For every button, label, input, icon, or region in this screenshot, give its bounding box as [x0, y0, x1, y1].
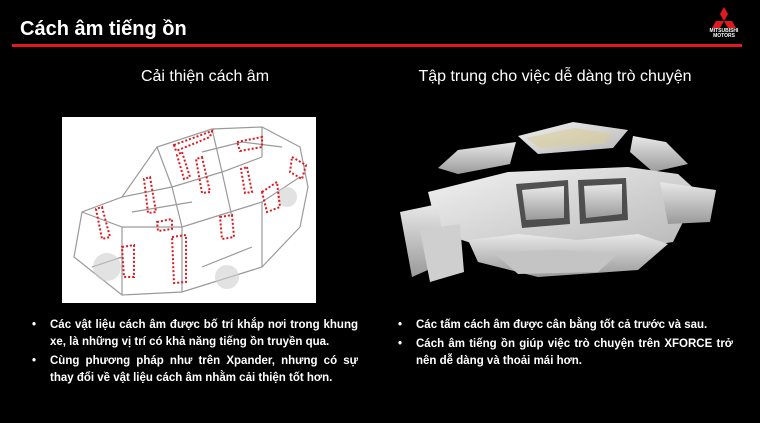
list-item: • Cùng phương pháp như trên Xpander, nhưng có sự thay đổi về vật liệu cách âm nhằm cải thiện tốt hơn.: [22, 353, 358, 387]
slide-title: Cách âm tiếng ồn: [20, 18, 187, 40]
list-item: • Các vật liệu cách âm được bố trí khắp nơi trong khung xe, là những vị trí có khả năng tiếng ồn truyền qua.: [22, 317, 358, 351]
list-item: • Cách âm tiếng ồn giúp việc trò chuyện trên XFORCE trở nên dễ dàng và thoải mái hơn.: [388, 336, 733, 370]
car-frame-image: [62, 117, 316, 303]
left-bullet-list: [22, 317, 358, 389]
header-red-line: [12, 44, 742, 47]
insulation-panels-icon: [398, 112, 730, 290]
list-item: • Các tấm cách âm được cân bằng tốt cả trước và sau.: [388, 317, 733, 334]
right-heading: Tập trung cho việc dễ dàng trò chuyện: [418, 68, 692, 85]
right-bullet-list: [388, 317, 733, 372]
insulation-panels-image: [398, 112, 730, 290]
left-heading: Cải thiện cách âm: [140, 68, 270, 85]
car-body-frame-icon: [62, 117, 316, 303]
logo-text: MITSUBISHI MOTORS: [709, 28, 739, 39]
